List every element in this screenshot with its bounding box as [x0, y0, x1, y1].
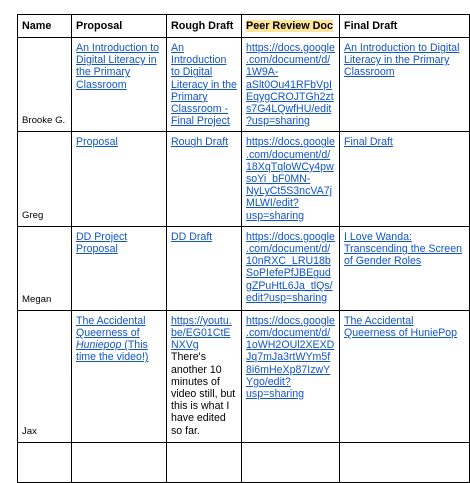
- header-proposal: Proposal: [72, 15, 167, 38]
- table-row: [18, 38, 470, 132]
- peer-review-link[interactable]: https://docs.google.com/document/d/1W9A-aSlt0Ou41RFbVpIEqygCROJTGh2zts7G4LQwfHU/edit?usp=sharing: [246, 42, 335, 128]
- final-draft-cell: [340, 442, 470, 482]
- header-peer-review: [242, 15, 340, 38]
- student-name: [18, 442, 72, 482]
- rough-draft-note: There's another 10 minutes of video still, but this is what I have edited so far.: [171, 351, 236, 437]
- peer-review-cell: [242, 442, 340, 482]
- header-rough-draft: Rough Draft: [167, 15, 242, 38]
- rough-draft-cell: [167, 442, 242, 482]
- rough-draft-cell: [167, 38, 242, 132]
- proposal-cell: [72, 310, 167, 442]
- peer-review-cell: [242, 310, 340, 442]
- final-draft-cell: [340, 132, 470, 226]
- final-draft-cell: [340, 310, 470, 442]
- student-name: Megan: [18, 226, 72, 310]
- proposal-link-italic: Huniepop: [76, 339, 122, 352]
- rough-draft-cell: [167, 226, 242, 310]
- rough-draft-link[interactable]: Rough Draft: [171, 136, 229, 149]
- final-draft-cell: [340, 226, 470, 310]
- header-row: [18, 15, 470, 38]
- rough-draft-link[interactable]: An Introduction to Digital Literacy in the Primary Classroom - Final Project: [171, 42, 237, 128]
- table-row-partial: [18, 442, 470, 482]
- rough-draft-cell: [167, 310, 242, 442]
- proposal-cell: [72, 132, 167, 226]
- peer-review-link[interactable]: https://docs.google.com/document/d/18XqTqloWCy4pwsoYi_bF0MN-NyLyCt5S3ncVA7jMLWI/edit?usp=sharing: [246, 136, 335, 222]
- submissions-table: [17, 14, 470, 483]
- proposal-cell: [72, 226, 167, 310]
- student-name: Greg: [18, 132, 72, 226]
- final-draft-link[interactable]: An Introduction to Digital Literacy in the Primary Classroom: [344, 42, 460, 79]
- table-row: [18, 226, 470, 310]
- final-draft-cell: [340, 38, 470, 132]
- proposal-link-text: The Accidental Queerness of: [76, 314, 146, 340]
- peer-review-cell: [242, 38, 340, 132]
- final-draft-link[interactable]: I Love Wanda: Transcending the Screen of Gender Roles: [344, 230, 462, 268]
- rough-draft-link[interactable]: DD Draft: [171, 230, 213, 243]
- final-draft-link[interactable]: The Accidental Queerness of HuniePop: [344, 314, 458, 340]
- header-peer-review-label: Peer Review Doc: [246, 19, 334, 32]
- peer-review-cell: [242, 226, 340, 310]
- student-name: Brooke G.: [18, 38, 72, 132]
- table-row: [18, 132, 470, 226]
- proposal-cell: [72, 442, 167, 482]
- peer-review-cell: [242, 132, 340, 226]
- header-name: Name: [18, 15, 72, 38]
- peer-review-link[interactable]: https://docs.google.com/document/d/1oWH2OUl2XEXDJq7mJa3rtWYm5f8i6mHeXp87IzwYYgo/edit?usp=sharing: [246, 314, 335, 401]
- proposal-cell: [72, 38, 167, 132]
- table-row: [18, 310, 470, 442]
- rough-draft-link[interactable]: https://youtu.be/EG01CtENXVg: [171, 314, 232, 352]
- rough-draft-cell: [167, 132, 242, 226]
- peer-review-link[interactable]: https://docs.google.com/document/d/10nRXC_LRU18bSoPIefePfJBEgudgZPuHtL6Ja_tlQs/edit?usp=sharing: [246, 230, 335, 304]
- proposal-link[interactable]: Proposal: [76, 136, 118, 149]
- student-name: Jax: [18, 310, 72, 442]
- header-final-draft: Final Draft: [340, 15, 470, 38]
- proposal-link[interactable]: An Introduction to Digital Literacy in the Primary Classroom: [76, 42, 160, 91]
- proposal-link[interactable]: [76, 315, 162, 364]
- final-draft-link[interactable]: Final Draft: [344, 136, 393, 149]
- proposal-link-text-end: (This time the video!): [76, 339, 149, 364]
- proposal-link[interactable]: DD Project Proposal: [76, 230, 128, 256]
